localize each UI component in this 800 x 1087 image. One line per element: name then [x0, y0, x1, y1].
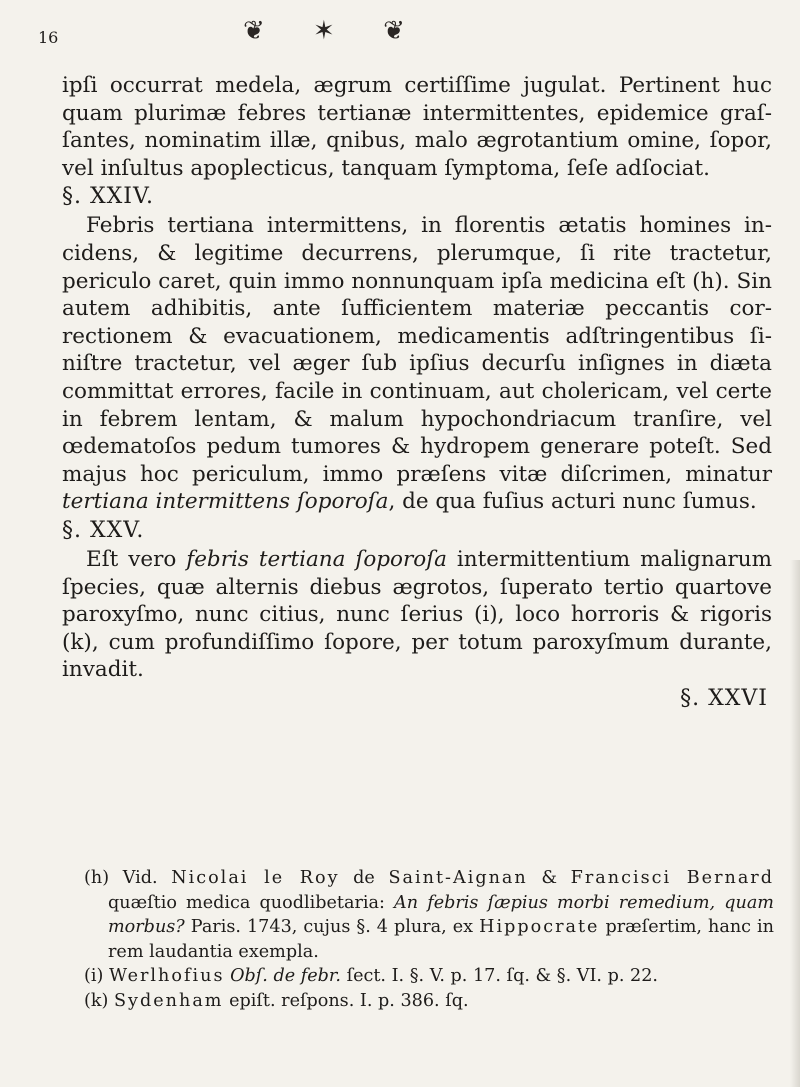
paragraph-2-italic: tertiana intermittens ſoporoſa [62, 489, 389, 515]
section-heading-26: §. XXVI [680, 685, 768, 711]
footnote-ref-k[interactable]: (k) [62, 629, 92, 655]
footnote-h-text-d: quæſtio medica quodlibetaria: [108, 892, 395, 913]
footnote-h-text-e: Paris. 1743, cujus §. 4 plura, ex [184, 917, 480, 937]
paragraph-3-text-c: , loco horroris & rigoris [497, 602, 772, 628]
section-heading-24: §. XXIV. [62, 184, 155, 210]
footnote-k-text: epiſt. reſpons. I. p. 386. ſq. [223, 990, 469, 1011]
footnote-h-author-2: Saint-Aignan [388, 868, 528, 888]
footnote-h-text-a: Vid. [122, 868, 172, 888]
paragraph-3-text-a: Eſt vero [86, 546, 187, 572]
paragraph-2-text-a: Febris tertiana intermittens, in florentis ætatis homines incidens, & legitime decurrens, plerumque, ſi rite tractetur, periculo caret, quin immo nonnunquam ipſa medicina eſt [62, 213, 772, 294]
footnote-h [84, 866, 774, 964]
paragraph-2 [62, 212, 772, 516]
footnote-k [84, 989, 774, 1014]
page-header [38, 8, 638, 48]
main-text [62, 72, 772, 714]
footnote-h-author-3: Francisci Bernard [570, 868, 774, 888]
footnote-k-author: Sydenham [113, 990, 224, 1011]
footnote-h-title: An febris ſæpius morbi remedium, quam morbus? [108, 892, 774, 937]
page-number: 16 [38, 28, 59, 47]
paragraph-3-italic: febris tertiana ſoporoſa [186, 546, 447, 572]
footnote-i-text: ſect. I. §. V. p. 17. ſq. & §. VI. p. 22. [340, 966, 659, 986]
footnote-ref-i[interactable]: (i) [474, 602, 498, 628]
paragraph-2-text-c: , de qua fuſius acturi nunc ſumus. [388, 489, 757, 515]
paragraph-3-text-d: , cum profundiſſimo ſopore, per totum paroxyſmum durante, invadit. [62, 629, 772, 683]
footnote-i-author: Werlhofius [108, 966, 225, 986]
paragraph-1: ipſi occurrat medela, ægrum certiſſime jugulat. Pertinent huc quam plurimæ febres tertianæ intermittentes, epidemice graſſantes, nominatim illæ, qnibus, malo ægrotantium omine, ſopor, vel inſultus apoplecticus, tanquam ſymptoma, ſeſe adſociat. [62, 73, 772, 181]
footnote-h-text-b: de [339, 868, 389, 888]
footnote-i-title: Obſ. de febr. [230, 966, 341, 986]
section-heading-25: §. XXV. [62, 517, 145, 543]
footnote-k-label: (k) [84, 990, 109, 1011]
footnote-ref-h[interactable]: (h) [692, 268, 723, 294]
footnote-i [84, 964, 774, 989]
paragraph-2-text-b: . Sin autem adhibitis, ante ſufficientem materiæ peccantis correctionem & evacuationem, medicamentis adſtringentibus ſiniſtre tractetur, vel æger ſub ipſius decurſu inſignes in diæta committat errores, facile in continuam, aut cholericam, vel certe in febrem lentam, & malum hypochondriacum tranſire, vel œdematoſos pedum tumores & hydropem generare poteſt. Sed majus hoc periculum, immo præſens vitæ diſcrimen, minatur [62, 268, 772, 487]
footnote-h-author-4: Hippocrate [479, 917, 600, 937]
header-ornament-icon: ❦ ✶ ❦ [243, 16, 425, 46]
paragraph-3 [62, 546, 772, 684]
footnote-h-label: (h) [84, 868, 110, 888]
paragraph-3-text-b: intermittentium malignarum ſpecies, quæ alternis diebus ægrotos, ſuperato tertio quartove paroxyſmo, nunc citius, nunc ſerius [62, 546, 772, 628]
footnote-h-author-1: Nicolai le Roy [171, 868, 340, 888]
footnote-i-label: (i) [84, 966, 104, 986]
footnotes [84, 866, 774, 1013]
footnote-h-text-f: præſertim, hanc in rem laudantia exempla. [108, 917, 774, 962]
footnote-h-text-c: & [527, 868, 571, 888]
page-edge-shadow [790, 560, 800, 1087]
